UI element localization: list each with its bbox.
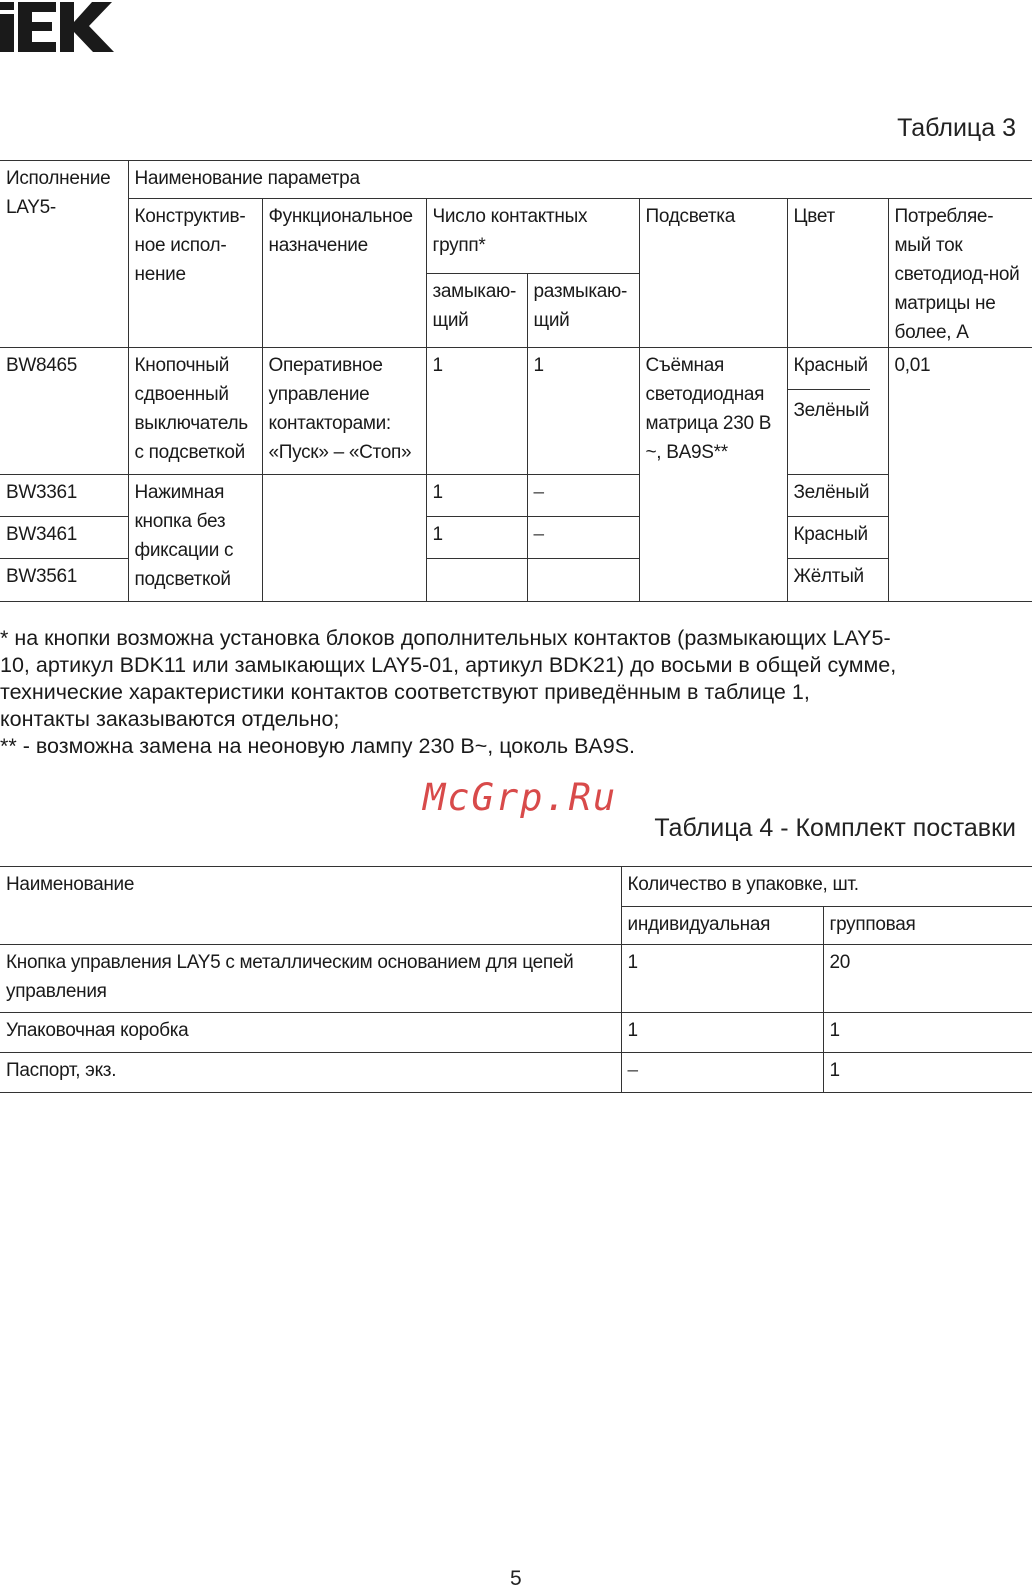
cell-nc-bw3561 [527, 559, 639, 602]
table4-caption: Таблица 4 - Комплект поставки [654, 814, 1016, 842]
header-name: Наименование [0, 867, 621, 945]
cell-individual: 1 [621, 945, 823, 1013]
table-row [0, 945, 1032, 1013]
cell-color-bw3561: Жёлтый [787, 559, 888, 602]
cell-nc-bw3461: – [527, 517, 639, 559]
note-line: 10, артикул BDK11 или замыкающих LAY5-01, артикул BDK21) до восьми в общей сумме, [0, 653, 897, 677]
cell-name: Кнопка управления LAY5 с металлическим основанием для цепей управления [0, 945, 621, 1013]
cell-color-bw3461: Красный [787, 517, 888, 559]
header-light: Подсветка [639, 199, 787, 348]
header-variant: Исполнение LAY5- [0, 161, 128, 348]
cell-name: Паспорт, экз. [0, 1053, 621, 1093]
cell-function-empty [262, 475, 426, 602]
cell-current: 0,01 [888, 348, 1032, 602]
cell-no-bw8465: 1 [426, 348, 527, 475]
iek-logo [0, 0, 116, 56]
header-color: Цвет [787, 199, 888, 348]
header-qty-group: Количество в упаковке, шт. [621, 867, 1032, 907]
cell-variant-bw3461: BW3461 [0, 517, 128, 559]
cell-no-bw3461: 1 [426, 517, 527, 559]
header-param-group: Наименование параметра [128, 161, 1032, 199]
header-no: замыкаю-щий [426, 273, 527, 348]
header-nc: размыкаю-щий [527, 273, 639, 348]
cell-design-bw8465: Кнопочный сдвоенный выключатель с подсветкой [128, 348, 262, 475]
cell-group: 1 [823, 1013, 1032, 1053]
cell-no-bw3561 [426, 559, 527, 602]
cell-design-pushbutton: Нажимная кнопка без фиксации с подсветкой [128, 475, 262, 602]
note-line: технические характеристики контактов соответствуют приведённым в таблице 1, [0, 680, 810, 704]
header-contacts: Число контактных групп* [426, 199, 639, 274]
cell-group: 1 [823, 1053, 1032, 1093]
cell-variant-bw8465: BW8465 [0, 348, 128, 475]
cell-nc-bw8465: 1 [527, 348, 639, 475]
cell-color-bw3361: Зелёный [787, 475, 888, 517]
header-design: Конструктив-ное испол-нение [128, 199, 262, 348]
note-line: ** - возможна замена на неоновую лампу 230 В~, цоколь BA9S. [0, 734, 636, 758]
header-group: групповая [823, 907, 1032, 945]
header-current: Потребляе-мый ток светодиод-ной матрицы не более, А [888, 199, 1032, 348]
watermark: McGrp.Ru [423, 776, 618, 819]
cell-individual: – [621, 1053, 823, 1093]
note-line: * на кнопки возможна установка блоков дополнительных контактов (размыкающих LAY5- [0, 626, 891, 650]
table-row [0, 1053, 1032, 1093]
cell-light: Съёмная светодиодная матрица 230 В ~, BA9S** [639, 348, 787, 602]
cell-function-bw8465: Оперативное управление контакторами: «Пуск» – «Стоп» [262, 348, 426, 475]
cell-variant-bw3361: BW3361 [0, 475, 128, 517]
page-number: 5 [510, 1567, 522, 1590]
cell-nc-bw3361: – [527, 475, 639, 517]
cell-color-red: Красный [788, 348, 870, 390]
cell-color-green: Зелёный [793, 400, 870, 421]
header-function: Функциональное назначение [262, 199, 426, 348]
table3-caption: Таблица 3 [897, 114, 1016, 142]
table3-notes [0, 625, 1032, 760]
cell-variant-bw3561: BW3561 [0, 559, 128, 602]
table-row [0, 1013, 1032, 1053]
cell-name: Упаковочная коробка [0, 1013, 621, 1053]
cell-color-bw8465 [787, 348, 888, 475]
table3 [0, 160, 1032, 602]
note-line: контакты заказываются отдельно; [0, 707, 340, 731]
cell-no-bw3361: 1 [426, 475, 527, 517]
cell-individual: 1 [621, 1013, 823, 1053]
header-individual: индивидуальная [621, 907, 823, 945]
cell-group: 20 [823, 945, 1032, 1013]
table4 [0, 866, 1032, 1093]
